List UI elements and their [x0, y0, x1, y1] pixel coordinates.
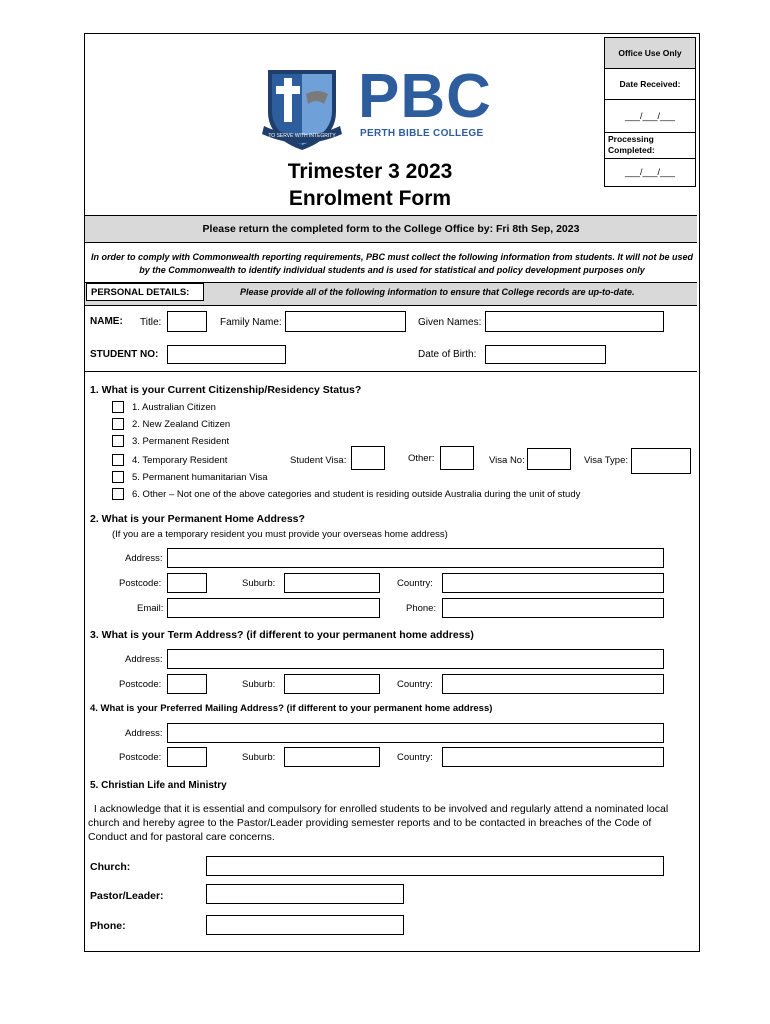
- home-country-label: Country:: [397, 578, 433, 589]
- mailing-address-label: Address:: [125, 728, 163, 739]
- citizenship-checkbox-2[interactable]: [112, 418, 124, 430]
- term-suburb-input[interactable]: [284, 674, 380, 694]
- citizenship-option-2: 2. New Zealand Citizen: [132, 419, 231, 430]
- mailing-postcode-label: Postcode:: [119, 752, 162, 763]
- citizenship-option-1: 1. Australian Citizen: [132, 402, 216, 413]
- dob-label: Date of Birth:: [418, 349, 477, 360]
- mailing-country-input[interactable]: [442, 747, 664, 767]
- office-use-box: [604, 37, 696, 187]
- citizenship-checkbox-1[interactable]: [112, 401, 124, 413]
- citizenship-option-3: 3. Permanent Resident: [132, 436, 230, 447]
- home-address-label: Address:: [125, 553, 163, 564]
- term-country-label: Country:: [397, 679, 433, 690]
- citizenship-checkbox-3[interactable]: [112, 435, 124, 447]
- home-address-question: 2. What is your Permanent Home Address?: [90, 513, 305, 525]
- title-input[interactable]: [167, 311, 207, 332]
- personal-divider: [85, 371, 697, 372]
- term-address-label: Address:: [125, 654, 163, 665]
- date-received-field[interactable]: ___/___/___: [605, 100, 695, 133]
- mailing-address-question: 4. What is your Preferred Mailing Address? (if different to your permanent home address): [90, 703, 493, 714]
- other-label: Other:: [408, 453, 435, 464]
- return-banner: Please return the completed form to the College Office by: Fri 8th Sep, 2023: [85, 215, 697, 243]
- other-input[interactable]: [440, 446, 474, 470]
- citizenship-question: 1. What is your Current Citizenship/Residency Status?: [90, 384, 362, 396]
- term-postcode-label: Postcode:: [119, 679, 162, 690]
- church-input[interactable]: [206, 856, 664, 876]
- home-email-label: Email:: [137, 603, 164, 614]
- form-title-line1: Trimester 3 2023: [287, 160, 453, 183]
- church-phone-label: Phone:: [90, 920, 126, 932]
- term-suburb-label: Suburb:: [242, 679, 276, 690]
- personal-details-note: Please provide all of the following information to ensure that College records are up-to-date.: [240, 287, 635, 297]
- citizenship-option-4: 4. Temporary Resident: [132, 455, 228, 466]
- citizenship-checkbox-6[interactable]: [112, 488, 124, 500]
- home-address-input[interactable]: [167, 548, 664, 568]
- processing-label: Processing Completed:: [608, 134, 655, 155]
- shield-cross-icon: [258, 64, 346, 152]
- intro-text: In order to comply with Commonwealth reporting requirements, PBC must collect the following information from students. It will not be used by the Commonwealth to identify individual students and is used for statistical and policy development purposes only: [90, 252, 694, 275]
- home-email-input[interactable]: [167, 598, 380, 618]
- form-title-line2: Enrolment Form: [288, 187, 452, 210]
- mailing-address-input[interactable]: [167, 723, 664, 743]
- title-label: Title:: [140, 317, 162, 328]
- church-phone-input[interactable]: [206, 915, 404, 935]
- family-name-input[interactable]: [285, 311, 406, 332]
- home-address-note: (If you are a temporary resident you must provide your overseas home address): [112, 529, 448, 540]
- student-visa-label: Student Visa:: [290, 455, 347, 466]
- home-suburb-input[interactable]: [284, 573, 380, 593]
- citizenship-option-6: 6. Other – Not one of the above categories and student is residing outside Australia during the unit of study: [132, 489, 581, 500]
- term-postcode-input[interactable]: [167, 674, 207, 694]
- pbc-logo: [258, 64, 498, 156]
- citizenship-checkbox-5[interactable]: [112, 471, 124, 483]
- mailing-postcode-input[interactable]: [167, 747, 207, 767]
- logo-brand: PBC: [358, 62, 492, 131]
- mailing-suburb-input[interactable]: [284, 747, 380, 767]
- dob-input[interactable]: [485, 345, 606, 364]
- home-suburb-label: Suburb:: [242, 578, 276, 589]
- visa-no-label: Visa No:: [489, 455, 525, 466]
- church-label: Church:: [90, 861, 131, 873]
- citizenship-checkbox-4[interactable]: [112, 454, 124, 466]
- given-names-label: Given Names:: [418, 317, 482, 328]
- term-address-question: 3. What is your Term Address? (if different to your permanent home address): [90, 629, 474, 641]
- term-address-input[interactable]: [167, 649, 664, 669]
- personal-details-header: PERSONAL DETAILS:: [86, 283, 204, 301]
- mailing-suburb-label: Suburb:: [242, 752, 276, 763]
- visa-type-label: Visa Type:: [584, 455, 629, 466]
- home-country-input[interactable]: [442, 573, 664, 593]
- visa-no-input[interactable]: [527, 448, 571, 470]
- home-postcode-label: Postcode:: [119, 578, 162, 589]
- logo-college: PERTH BIBLE COLLEGE: [360, 128, 484, 139]
- date-received-label: Date Received:: [605, 69, 695, 100]
- christian-life-paragraph: I acknowledge that it is essential and compulsory for enrolled students to be involved and regularly attend a nominated local church and hereby agree to the Pastor/Leader providing semester reports and to be contacted in breaches of the Code of Conduct and for pastoral care concerns.: [88, 803, 672, 843]
- home-phone-label: Phone:: [406, 603, 437, 614]
- family-name-label: Family Name:: [220, 317, 282, 328]
- pastor-leader-label: Pastor/Leader:: [90, 890, 164, 902]
- student-no-label: STUDENT NO:: [90, 349, 159, 360]
- processing-field[interactable]: ___/___/___: [605, 158, 695, 187]
- student-visa-input[interactable]: [351, 446, 385, 470]
- office-use-title: Office Use Only: [605, 38, 695, 69]
- visa-type-input[interactable]: [631, 448, 691, 474]
- student-no-input[interactable]: [167, 345, 286, 364]
- pastor-leader-input[interactable]: [206, 884, 404, 904]
- home-phone-input[interactable]: [442, 598, 664, 618]
- term-country-input[interactable]: [442, 674, 664, 694]
- home-postcode-input[interactable]: [167, 573, 207, 593]
- mailing-country-label: Country:: [397, 752, 433, 763]
- christian-life-question: 5. Christian Life and Ministry: [90, 780, 227, 791]
- citizenship-option-5: 5. Permanent humanitarian Visa: [132, 472, 268, 483]
- name-label: NAME:: [90, 316, 123, 327]
- given-names-input[interactable]: [485, 311, 664, 332]
- logo-motto: TO SERVE WITH INTEGRITY: [268, 133, 336, 139]
